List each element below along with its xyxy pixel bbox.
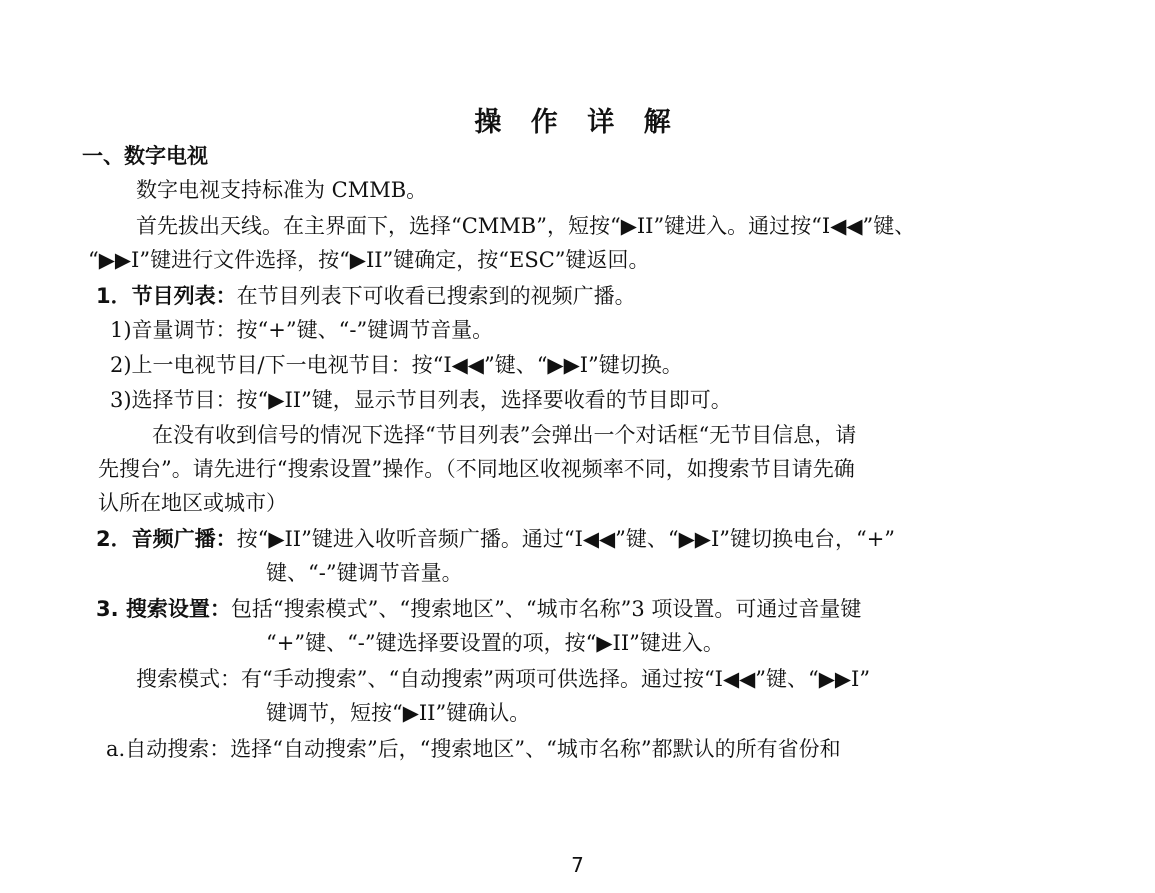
sub-select-program: 3)选择节目：按“▶II”键，显示节目列表，选择要收看的节目即可。: [110, 388, 732, 412]
search-mode-text-line1: 有“手动搜索”、“自动搜索”两项可供选择。通过按“I◀◀”键、“▶▶I”: [241, 667, 871, 691]
item-audio-text-line1: 按“▶II”键进入收听音频广播。通过“I◀◀”键、“▶▶I”键切换电台，“+”: [236, 527, 896, 551]
search-mode-text-line2: 键调节，短按“▶II”键确认。: [266, 701, 531, 725]
item-program-list-text: 在节目列表下可收看已搜索到的视频广播。: [236, 284, 636, 308]
search-mode: [136, 664, 870, 694]
paragraph-cmmb-standard: 数字电视支持标准为 CMMB。: [136, 178, 428, 202]
note-line2: 先搜台”。请先进行“搜索设置”操作。（不同地区收视频率不同，如搜索节目请先确: [98, 457, 855, 481]
item-program-list: [96, 281, 636, 311]
auto-search-text-line1: 选择“自动搜索”后，“搜索地区”、“城市名称”都默认的所有省份和: [230, 737, 841, 761]
paragraph-intro-line2: “▶▶I”键进行文件选择，按“▶II”键确定，按“ESC”键返回。: [88, 248, 650, 272]
item-search-text-line2: “+”键、“-”键选择要设置的项，按“▶II”键进入。: [266, 631, 724, 655]
page-title: 操 作 详 解: [474, 107, 681, 138]
section-heading: 一、数字电视: [82, 144, 208, 168]
item-audio-text-line2: 键、“-”键调节音量。: [266, 561, 463, 585]
sub-channel-switch: 2)上一电视节目/下一电视节目：按“I◀◀”键、“▶▶I”键切换。: [110, 353, 683, 377]
item-audio-broadcast: [96, 524, 895, 554]
item-search-label: 3. 搜索设置：: [96, 597, 231, 621]
auto-search-label: a.自动搜索：: [106, 737, 231, 761]
page-number: 7: [571, 853, 584, 877]
item-search-text-line1: 包括“搜索模式”、“搜索地区”、“城市名称”3 项设置。可通过音量键: [230, 597, 862, 621]
note-line3: 认所在地区或城市）: [98, 491, 287, 515]
auto-search: [106, 734, 841, 764]
search-mode-label: 搜索模式：: [136, 667, 241, 691]
item-audio-label: 2．音频广播：: [96, 527, 237, 551]
item-search-settings: [96, 594, 861, 624]
sub-volume: 1)音量调节：按“+”键、“-”键调节音量。: [110, 318, 494, 342]
paragraph-intro-line1: 首先拔出天线。在主界面下，选择“CMMB”，短按“▶II”键进入。通过按“I◀◀”键、: [136, 214, 916, 238]
note-line1: 在没有收到信号的情况下选择“节目列表”会弹出一个对话框“无节目信息，请: [152, 423, 857, 447]
item-program-list-label: 1．节目列表：: [96, 284, 237, 308]
